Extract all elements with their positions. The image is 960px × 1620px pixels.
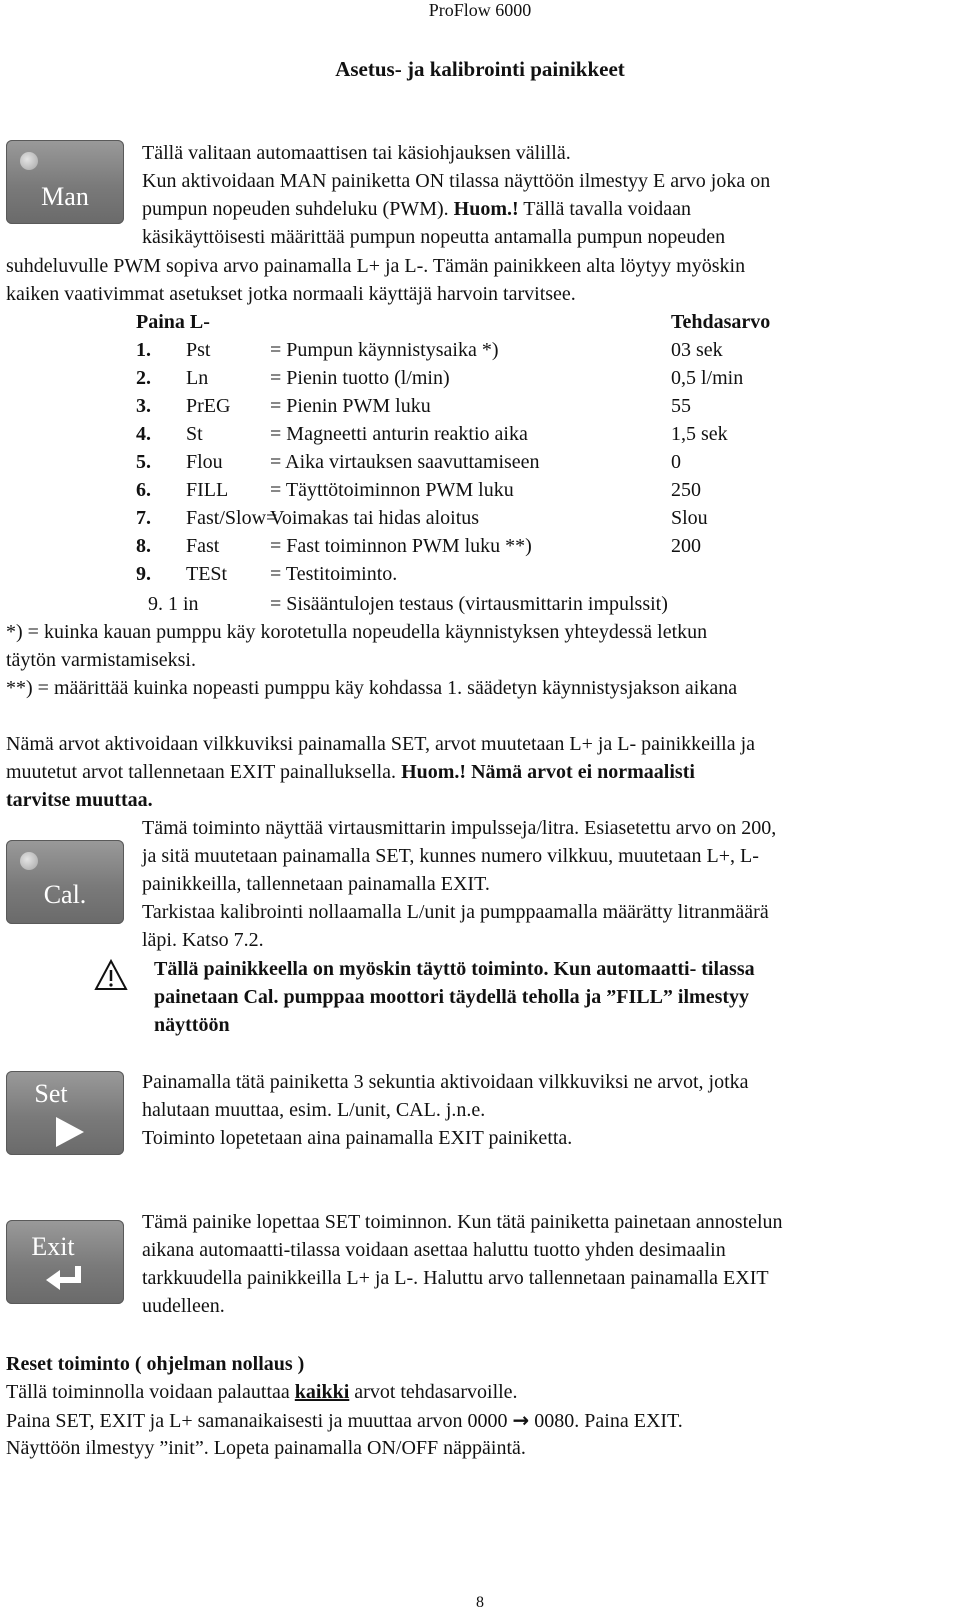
row-code: Fast bbox=[186, 535, 220, 557]
right-arrow-icon: → bbox=[512, 1408, 530, 1432]
warning-icon bbox=[94, 958, 128, 992]
row-code: Ln bbox=[186, 367, 209, 389]
header-title: ProFlow 6000 bbox=[428, 0, 532, 20]
settings-table-header bbox=[0, 308, 960, 336]
row-code: PrEG bbox=[186, 395, 231, 417]
row-code: St bbox=[186, 423, 203, 445]
exit-key-label: Exit bbox=[31, 1232, 75, 1261]
reset-line-2: Paina SET, EXIT ja L+ samanaikaisesti ja muuttaa arvon 0000 → 0080. Paina EXIT. bbox=[6, 1408, 683, 1432]
row-description: = Aika virtauksen saavuttamiseen bbox=[270, 451, 540, 473]
man-text-line-4: käsikäyttöisesti määrittää pumpun nopeutta antamalla pumpun nopeuden bbox=[142, 226, 726, 248]
set-values-line-2: muutetut arvot tallennetaan EXIT painalluksella. Huom.! Nämä arvot ei normaalisti bbox=[6, 761, 695, 783]
man-text-line-6: kaiken vaativimmat asetukset jotka normaali käyttäjä harvoin tarvitsee. bbox=[6, 283, 576, 305]
row-default-value: 0 bbox=[671, 451, 681, 473]
cal-text-line-5: läpi. Katso 7.2. bbox=[142, 929, 264, 951]
row-number: 1. bbox=[136, 339, 151, 361]
row-description: = Pienin PWM luku bbox=[270, 395, 431, 417]
exit-text-line-2: aikana automaatti-tilassa voidaan asettaa haluttu tuotto yhden desimaalin bbox=[142, 1239, 726, 1261]
led-icon bbox=[20, 852, 38, 870]
row-description: = Fast toiminnon PWM luku **) bbox=[270, 535, 532, 557]
row-default-value: 0,5 l/min bbox=[671, 367, 744, 389]
set-key-label: Set bbox=[34, 1079, 68, 1108]
table-row bbox=[0, 476, 960, 504]
set-text-line-1: Painamalla tätä painiketta 3 sekuntia aktivoidaan vilkkuviksi ne arvot, jotka bbox=[142, 1071, 749, 1093]
row-number: 7. bbox=[136, 507, 151, 529]
note-1b: täytön varmistamiseksi. bbox=[6, 649, 196, 671]
table-row bbox=[0, 420, 960, 448]
set-values-line-3: tarvitse muuttaa. bbox=[6, 789, 153, 811]
cal-text-line-1: Tämä toiminto näyttää virtausmittarin impulsseja/litra. Esiasetettu arvo on 200, bbox=[142, 817, 777, 839]
cal-key-label: Cal. bbox=[43, 880, 87, 909]
table-row bbox=[0, 364, 960, 392]
row-default-value: 250 bbox=[671, 479, 701, 501]
man-key-label: Man bbox=[41, 182, 89, 211]
set-values-line-1: Nämä arvot aktivoidaan vilkkuviksi painamalla SET, arvot muutetaan L+ ja L- painikkeilla ja bbox=[6, 733, 756, 755]
play-arrow-icon bbox=[52, 1115, 88, 1149]
reset-title: Reset toiminto ( ohjelman nollaus ) bbox=[6, 1353, 305, 1375]
table-row bbox=[0, 336, 960, 364]
enter-arrow-icon bbox=[44, 1264, 90, 1296]
table-row bbox=[0, 504, 960, 532]
table-head-left: Paina L- bbox=[136, 311, 210, 333]
row-number: 3. bbox=[136, 395, 151, 417]
row-default-value: 1,5 sek bbox=[671, 423, 728, 445]
note-1a: *) = kuinka kauan pumppu käy korotetulla nopeudella käynnistyksen yhteydessä letkun bbox=[6, 621, 708, 643]
row-number: 8. bbox=[136, 535, 151, 557]
man-text-line-5: suhdeluvulle PWM sopiva arvo painamalla L+ ja L-. Tämän painikkeen alta löytyy myöskin bbox=[6, 255, 746, 277]
row-description: = Täyttötoiminnon PWM luku bbox=[270, 479, 514, 501]
note-2: **) = määrittää kuinka nopeasti pumppu käy kohdassa 1. säädetyn käynnistysjakson aikana bbox=[6, 677, 738, 699]
cal-key-image bbox=[6, 840, 124, 924]
man-text-line-2: Kun aktivoidaan MAN painiketta ON tilassa näyttöön ilmestyy E arvo joka on bbox=[142, 170, 771, 192]
set-text-line-3: Toiminto lopetetaan aina painamalla EXIT painiketta. bbox=[142, 1127, 573, 1149]
row-description: = Testitoiminto. bbox=[270, 563, 398, 585]
row-number: 5. bbox=[136, 451, 151, 473]
row-description: Voimakas tai hidas aloitus bbox=[270, 507, 480, 529]
row-number: 6. bbox=[136, 479, 151, 501]
cal-text-line-3: painikkeilla, tallennetaan painamalla EXIT. bbox=[142, 873, 490, 895]
man-text-line-1: Tällä valitaan automaattisen tai käsiohjauksen välillä. bbox=[142, 142, 571, 164]
row-default-value: 03 sek bbox=[671, 339, 723, 361]
row-default-value: 55 bbox=[671, 395, 691, 417]
row-code: TESt bbox=[186, 563, 228, 585]
cal-text-line-2: ja sitä muutetaan painamalla SET, kunnes numero vilkkuu, muutetaan L+, L- bbox=[142, 845, 759, 867]
exit-text-line-1: Tämä painike lopettaa SET toiminnon. Kun tätä painiketta painetaan annostelun bbox=[142, 1211, 783, 1233]
row-number: 9. bbox=[136, 563, 151, 585]
cal-warning-line-2: painetaan Cal. pumppaa moottori täydellä teholla ja ”FILL” ilmestyy bbox=[154, 986, 750, 1008]
man-text-line-3: pumpun nopeuden suhdeluku (PWM). Huom.! Tällä tavalla voidaan bbox=[142, 198, 691, 220]
row-description: = Pienin tuotto (l/min) bbox=[270, 367, 450, 389]
row-description: = Magneetti anturin reaktio aika bbox=[270, 423, 528, 445]
exit-key-image bbox=[6, 1220, 124, 1304]
man-key-image bbox=[6, 140, 124, 224]
row-description: = Pumpun käynnistysaika *) bbox=[270, 339, 499, 361]
page-number: 8 bbox=[476, 1594, 484, 1611]
row-default-value: 200 bbox=[671, 535, 701, 557]
table-row bbox=[0, 448, 960, 476]
exit-text-line-4: uudelleen. bbox=[142, 1295, 225, 1317]
row-code: Pst bbox=[186, 339, 211, 361]
row-default-value: Slou bbox=[671, 507, 708, 529]
table-row bbox=[0, 532, 960, 560]
reset-line-1: Tällä toiminnolla voidaan palauttaa kaikki arvot tehdasarvoille. bbox=[6, 1381, 518, 1403]
set-text-line-2: halutaan muuttaa, esim. L/unit, CAL. j.n.e. bbox=[142, 1099, 486, 1121]
row-code: FILL bbox=[186, 479, 229, 501]
table-row bbox=[0, 392, 960, 420]
led-icon bbox=[20, 152, 38, 170]
table-head-right: Tehdasarvo bbox=[671, 311, 771, 333]
section-title: Asetus- ja kalibrointi painikkeet bbox=[335, 57, 625, 81]
cal-text-line-4: Tarkistaa kalibrointi nollaamalla L/unit ja pumppaamalla määrätty litranmäärä bbox=[142, 901, 769, 923]
cal-warning-line-3: näyttöön bbox=[154, 1014, 230, 1036]
set-key-image bbox=[6, 1071, 124, 1155]
exit-text-line-3: tarkkuudella painikkeilla L+ ja L-. Haluttu arvo tallennetaan painamalla EXIT bbox=[142, 1267, 769, 1289]
table-row bbox=[0, 560, 960, 588]
row-code: Flou bbox=[186, 451, 223, 473]
row-number: 4. bbox=[136, 423, 151, 445]
cal-warning-line-1: Tällä painikkeella on myöskin täyttö toiminto. Kun automaatti- tilassa bbox=[154, 958, 755, 980]
row-number: 2. bbox=[136, 367, 151, 389]
reset-line-3: Näyttöön ilmestyy ”init”. Lopeta painamalla ON/OFF näppäintä. bbox=[6, 1437, 526, 1459]
row-code: Fast/Slow= bbox=[186, 507, 278, 529]
table-subrow: 9. 1 in = Sisääntulojen testaus (virtausmittarin impulssit) bbox=[148, 593, 668, 615]
